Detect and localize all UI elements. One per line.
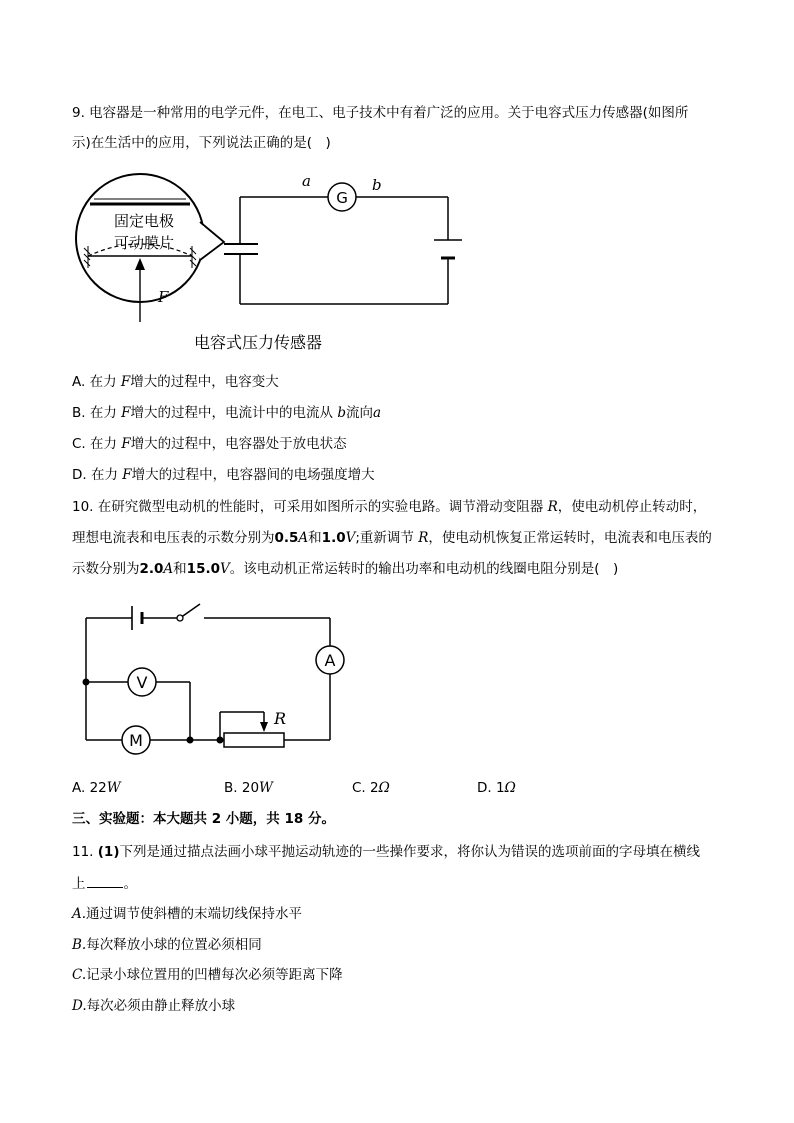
- q9-option-c[interactable]: C. 在力 F增大的过程中，电容器处于放电状态: [72, 436, 347, 452]
- q10-option-d[interactable]: D. 1Ω: [477, 780, 516, 796]
- q9-stem-line2: 示)在生活中的应用，下列说法正确的是( ): [72, 135, 331, 151]
- q10-option-b[interactable]: B. 20W: [224, 780, 273, 796]
- q9-stem-line1: 9. 电容器是一种常用的电学元件，在电工、电子技术中有着广泛的应用。关于电容式压力传感器(如图所: [72, 105, 689, 121]
- q10-option-a[interactable]: A. 22W: [72, 780, 121, 796]
- voltmeter-label: V: [136, 673, 148, 692]
- q10-stem-line3: 示数分别为2.0A和15.0V。该电动机正常运转时的输出功率和电动机的线圈电阻分别是( ): [72, 561, 619, 577]
- q11-stem-line1: 11. (1)下列是通过描点法画小球平抛运动轨迹的一些操作要求，将你认为错误的选项前面的字母填在横线: [72, 844, 700, 860]
- q10-option-c[interactable]: C. 2Ω: [352, 780, 390, 796]
- q9-option-d[interactable]: D. 在力 F增大的过程中，电容器间的电场强度增大: [72, 467, 375, 483]
- rheostat-label: R: [274, 709, 287, 728]
- q9-option-a[interactable]: A. 在力 F增大的过程中，电容变大: [72, 374, 279, 390]
- fixed-electrode-label: 固定电极: [113, 212, 175, 230]
- galvanometer-label: G: [336, 189, 348, 207]
- q11-stem-line2: 上 。: [72, 873, 137, 894]
- q10-stem-line2: 理想电流表和电压表的示数分别为0.5A和1.0V;重新调节 R，使电动机恢复正常运转时，电流表和电压表的: [72, 530, 712, 546]
- answer-blank[interactable]: [87, 873, 123, 888]
- q11-option-d[interactable]: D.每次必须由静止释放小球: [72, 998, 236, 1014]
- q9-option-b[interactable]: B. 在力 F增大的过程中，电流计中的电流从 b流向a: [72, 405, 382, 421]
- point-a-label: a: [302, 172, 311, 190]
- ammeter-label: A: [324, 651, 336, 670]
- motor-test-circuit-figure: [72, 596, 352, 766]
- capacitive-pressure-sensor-figure: [72, 170, 472, 355]
- section-3-heading: 三、实验题：本大题共 2 小题，共 18 分。: [72, 811, 336, 827]
- q11-option-c[interactable]: C.记录小球位置用的凹槽每次必须等距离下降: [72, 967, 343, 983]
- q11-option-b[interactable]: B.每次释放小球的位置必须相同: [72, 937, 262, 953]
- q10-stem-line1: 10. 在研究微型电动机的性能时，可采用如图所示的实验电路。调节滑动变阻器 R，使电动机停止转动时，: [72, 499, 707, 515]
- force-label: F: [158, 288, 169, 306]
- point-b-label: b: [372, 176, 382, 194]
- motor-label: M: [129, 731, 143, 750]
- movable-diaphragm-label: 可动膜片: [113, 234, 175, 252]
- q11-option-a[interactable]: A.通过调节使斜槽的末端切线保持水平: [72, 906, 303, 922]
- q9-figure-caption: 电容式压力传感器: [193, 333, 323, 352]
